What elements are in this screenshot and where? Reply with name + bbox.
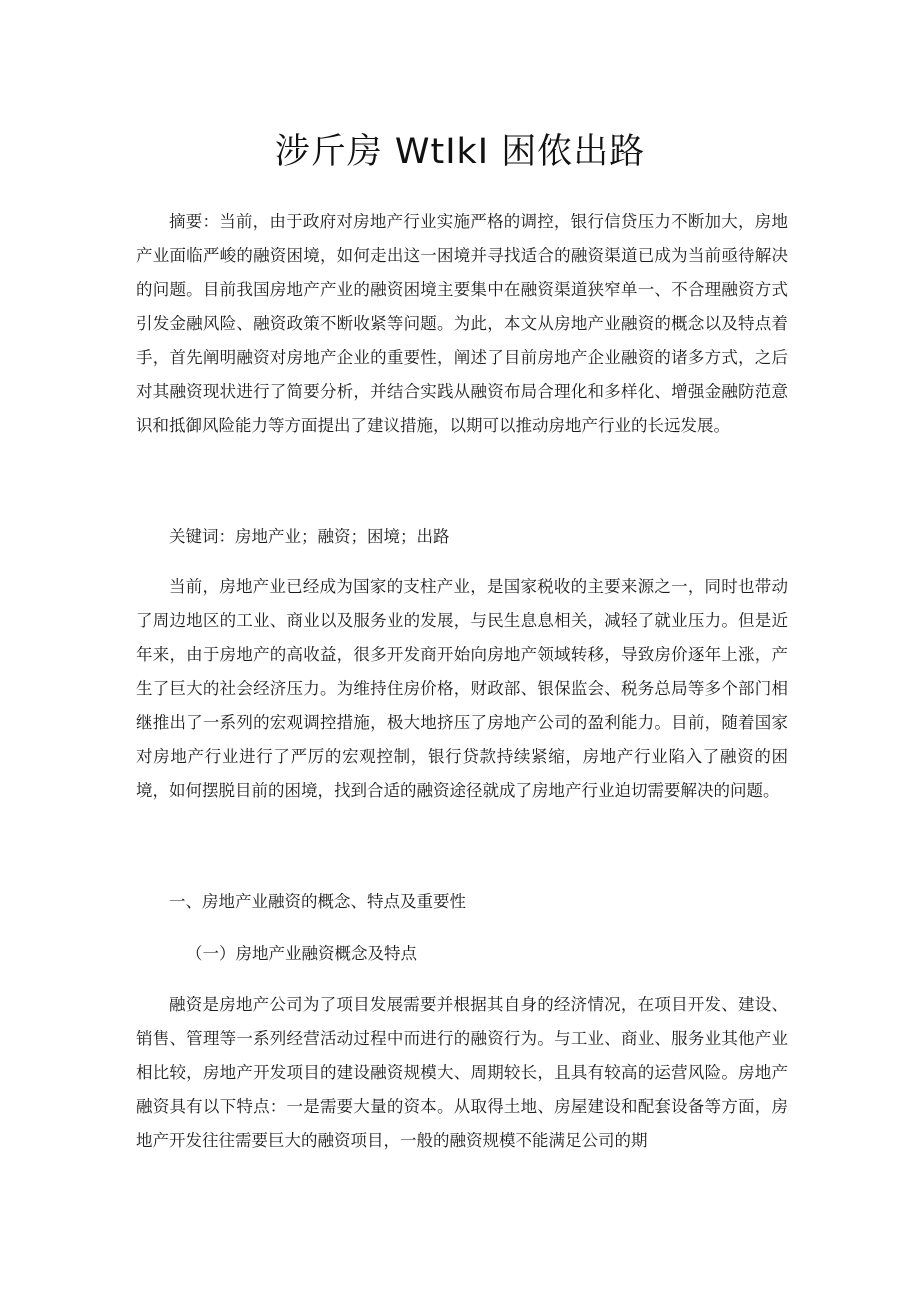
document-title: 涉斤房 WtIkI 困侬出路 [274,132,646,172]
abstract-paragraph: 摘要：当前，由于政府对房地产行业实施严格的调控，银行信贷压力不断加大，房地产业面临严峻的融资困境，如何走出这一困境并寻找适合的融资渠道已成为当前亟待解决的问题。目前我国房地产产业的融资困境主要集中在融资渠道狭窄单一、不合理融资方式引发金融风险、融资政策不断收紧等问题。为此，本文从房地产业融资的概念以及特点着手，首先阐明融资对房地产企业的重要性，阐述了目前房地产企业融资的诸多方式，之后对其融资现状进行了简要分析，并结合实践从融资布局合理化和多样化、增强金融防范意识和抵御风险能力等方面提出了建议措施，以期可以推动房地产行业的长远发展。 [136,212,788,435]
keywords-line: 关键词：房地产业；融资；困境；出路 [169,527,450,546]
subsection-heading: （一）房地产业融资概念及特点 [186,944,417,963]
section-heading: 一、房地产业融资的概念、特点及重要性 [169,892,466,911]
body-paragraph: 融资是房地产公司为了项目发展需要并根据其自身的经济情况，在项目开发、建设、销售、管理等一系列经营活动过程中而进行的融资行为。与工业、商业、服务业其他产业相比较，房地产开发项目的建设融资规模大、周期较长，且具有较高的运营风险。房地产融资具有以下特点：一是需要大量的资本。从取得土地、房屋建设和配套设备等方面，房地产开发往往需要巨大的融资项目，一般的融资规模不能满足公司的期 [136,995,788,1150]
intro-paragraph: 当前，房地产业已经成为国家的支柱产业，是国家税收的主要来源之一，同时也带动了周边地区的工业、商业以及服务业的发展，与民生息息相关，减轻了就业压力。但是近年来，由于房地产的高收益，很多开发商开始向房地产领域转移，导致房价逐年上涨，产生了巨大的社会经济压力。为维持住房价格，财政部、银保监会、税务总局等多个部门相继推出了一系列的宏观调控措施，极大地挤压了房地产公司的盈利能力。目前，随着国家对房地产行业进行了严厉的宏观控制，银行贷款持续紧缩，房地产行业陷入了融资的困境，如何摆脱目前的困境，找到合适的融资途径就成了房地产行业迫切需要解决的问题。 [136,577,788,800]
